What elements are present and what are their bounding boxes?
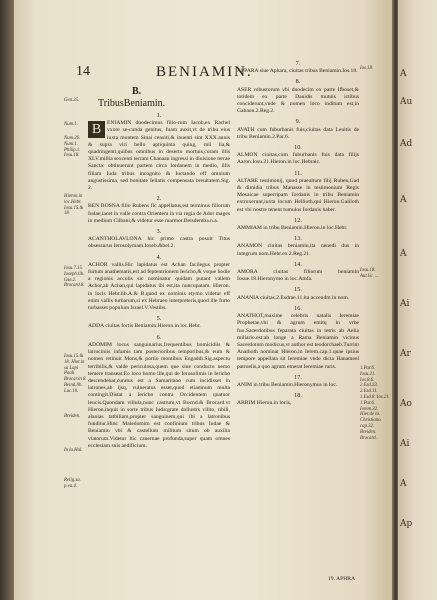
next-page-letter: A	[400, 195, 407, 205]
next-page-letter: Ar	[400, 349, 411, 359]
entry-number: 14.	[294, 260, 302, 268]
catchword: 19. APHRA	[328, 576, 356, 582]
margin-note: Num.1.	[64, 122, 78, 127]
margin-note: 1.Par.6. Iosu.21. Ios.8.6. 2.Esd.33. 2.Esd.11. 1.Esd.8. Ios.21. 1.Par.6. Ierem.32. Hier.de lo. Christiano. cap.32. Breiden. Brocard.	[360, 366, 390, 441]
margin-note: Ios.18.	[360, 66, 374, 71]
entry-number: 16.	[294, 304, 302, 312]
entry-text	[88, 262, 230, 312]
next-page-letter: Ai	[400, 299, 410, 309]
entry-number: 4.	[156, 253, 162, 261]
entry-number: 3.	[156, 228, 162, 236]
entry-text	[237, 382, 359, 389]
entry-text	[237, 313, 359, 371]
entry-body: ANATHOT,maxime celebris natalis Ieremiae Prophetae,vbi & agrum emitq in vrbe fuo.Sacerdotibus feparata ciuitas in tetris ab Aelia miliario.est:ab longe a Rama Beniamin vicinus Sacerdotum modicus,vt author est teodorchaeb.Turrim Anathoth nominat Hieron.in Ierem.cap.1.quae ipsius tempore appellata sit Ieremiae vnde dicta Hanameel patruelis,a quo agrum emerat Ieremiae ruris.	[237, 313, 359, 370]
next-page-edge	[398, 0, 437, 600]
next-page-letter: Ao	[400, 399, 412, 409]
left-page-edge	[0, 0, 14, 600]
entry-text	[237, 87, 359, 116]
entry-body: ADDA ciuitas fortis Beniamin.Hieron.in loc.Hebr.	[88, 323, 201, 330]
left-entries	[88, 112, 230, 450]
right-entries	[237, 60, 359, 408]
entry-text	[237, 178, 359, 214]
entry-text	[88, 323, 230, 330]
drop-cap: B	[88, 121, 105, 138]
entry-body: ALMON ciuitas,cum fuburbanis fuis data filijs Aaron.Iosu.21.Hieron.in loc.Hebraic.	[237, 152, 359, 166]
entry-body: ANANIA ciuitas.2.Esdrae.11.ita accendm in nom.	[237, 294, 350, 301]
margin-note: Num.26. Num.1. Philip.1. Iosu.18.	[64, 136, 81, 159]
entry-text	[237, 295, 359, 302]
entry-number: 13.	[294, 235, 302, 243]
next-page-letter: Ai	[400, 439, 410, 449]
entry-number: 6.	[156, 333, 162, 341]
entry-number: 11.	[294, 169, 302, 177]
entry-number: 1.	[156, 112, 162, 119]
entry-text	[88, 236, 230, 250]
margin-note: Iosu.7.15. Ioseph.lib. Ose.2. Brocard.8.	[64, 266, 85, 289]
entry-text	[88, 203, 230, 225]
page-folio: 14	[76, 64, 90, 79]
margin-note: Gen.35.	[64, 98, 80, 103]
entry-body: ENIAMIN duodecimus filio-rum Iacob,ex Rachel vxore se-cunda genitus, fuam auxit,vt de tribu eius iuxta montem Sinai censiti,& inuenti sint XXX.annis & supra viri bello aptiquinta quing, mil lia,& quadringenti,quibus omnibus in deserto mortuis,coram illis XLV.millia sexcenti terram Chanaan ingressi in diuisione terrae Sancta: obtinuerunt partem circa Iordanem in medio, illis filiam Iuda tribus incognito & Iuctando eff omnium angustissima, sed bonitate Iellatis compensata breuitatem.Sig. 2.	[88, 120, 230, 192]
entry-number: 12.	[294, 216, 302, 224]
entry-body: ADOMIM locus sanguinarius,frequentibus homicidiis & latrociniis infamis tam posterioribus temporibus,& eum & nomen retinuit Mons,& portio montibus Engaddi.Sig.aspectu terribilis,& valde periculosa,quem que sine conductu nemo temere transeat.Eo loco homo ille,qui de Ierosolimis in Iericho descendebat,curatus est a Samaritano cum incidisset in latrones,ab ijsq, vulneratus esset,quod etiamnum multa contingit.Distat a Iericho contra Occidentem quatuor leucis.Quondam villula,nunc castrum,vt Bocnd.& Brocard.vt Hieron.inquit in sorte tribus Iuda:grate dollustrs vilito, tibili, alanias tatbiliam,propter sanguinem,qui ibi a latronibus funditur.Hinc Maledomim est confinium tribus Iudae & Beniamin vbi & castellum militum situm ob auxilia viatorum.Videtur hic cauernae profunda,super quam omnes ecclesiam suis aedificium.	[88, 341, 230, 449]
entry-body: AVATH cum fuburbanis fuis,ciuitas data Leuitis de tribu Beniamin.2.Par.6.	[237, 126, 359, 140]
margin-note: Breiden.	[64, 414, 81, 419]
margin-note: Iosu.15.& 18. Hier.in sa Lapi Pauli. Brocar.in 8. Beind.lib. Luc.10.	[64, 354, 87, 394]
margin-note: Iosu.18. Aut.lic. ...	[360, 268, 379, 279]
entry-body: AMORA ciuitas filiorum beniamin Iosue.18.Hieronymo in loc.Amfa.	[237, 269, 359, 283]
entry-body: ANAMON ciuitas beniamin,ita nenedi dus in integrum nom.Hebr.ex 2.Reg.21.	[237, 243, 359, 257]
entry-number: 2.	[156, 195, 162, 203]
section-title: TribusBeniamin.	[98, 98, 166, 109]
next-page-letter: Ap	[400, 519, 413, 529]
next-page-letter: A	[400, 249, 407, 259]
entry-body: ACANTHOLAVLONA hic primo castra posuit Titus obsessurus Ierosolymam.Ioseb.&bel.2.	[88, 236, 230, 250]
margin-note: In la.Hal.	[64, 448, 83, 453]
entry-body: APPARA siue Aphara, ciuitas tribus Beniamin.Ios.18.	[237, 68, 358, 75]
next-page-letter: Ad	[400, 139, 413, 149]
entry-text	[237, 225, 359, 232]
entry-text	[237, 269, 359, 283]
entry-body: ACHOR vallis.Hic lapidatus est Achan facilegus propter furtum anathematis,est ad feptentrionem Iericho,& vsque hodie a regionis accolis sic nominatur quidam putant vallem Achor,ab Achan,qui lapidatus ibi est,ita nuncupatam. Hieron. in locis Hebr.lib.A.& B.quod ex nominis etymo videtur eff enim vallis turbarum,si ex Hebraeo interpreteris,quod ille furto turbasset populum Israel.V.Vestibs.	[88, 261, 230, 312]
entry-body: ARBIM Hieron.in locis,	[237, 400, 292, 407]
entry-number: 5.	[156, 315, 162, 323]
entry-number: 8.	[295, 78, 301, 86]
entry-number: 9.	[295, 118, 301, 126]
next-page-letter: A	[400, 69, 407, 79]
section-letter: B.	[132, 86, 142, 97]
entry-number: 10.	[294, 144, 302, 152]
entry-text	[237, 152, 359, 166]
next-page-letter: A	[400, 479, 407, 489]
entry-number: 17.	[294, 373, 302, 381]
entry-text	[237, 127, 359, 141]
entry-text	[237, 400, 359, 407]
entry-body: BEN BOSNA filio Rubens fic appellatus,est terminus filiorum Iudae,iacet in valle contra Orientem in via regia de Ador mages in medium Cilbani,& videtur esse marmor.Beisdemba.n.a.	[88, 203, 230, 224]
margin-note: Hieron.in loc.Hebr. Iosu.15.& 18.	[64, 194, 84, 217]
entry-text	[237, 243, 359, 257]
entry-text	[88, 342, 230, 450]
right-text-column	[237, 58, 359, 411]
entry-number: 7.	[295, 60, 301, 67]
entry-body: ASER robustorum vbi duodecim ex parte Ifboset,& totidem ex parte Dauidis mutuis ictibus conciderunt,vnde & nomen loco inditum est,in Gabaon.2.Reg.2.	[237, 86, 359, 115]
entry-number: 15.	[294, 286, 302, 294]
entry-text	[88, 120, 230, 192]
entry-body: ALTARE testimonij, quod praealtum filij Ruben,Gad & dimidia tribus Manasse in testimonium Regis Mosaicae superripam Iordanis in tribu Beniamin extruxerunt,iuxta locum Hellioth,qui Hieron.Galiloth est vbi nostre tenent tumulos Iordanis haber.	[237, 177, 359, 213]
entry-body: ANIM in tribu Beniamin.Hieronymus in loc.	[237, 381, 338, 388]
next-page-letter: Au	[400, 97, 413, 107]
margin-note: Relig.sa. p.ea.4.	[64, 478, 81, 489]
entry-body: AMMIAM in tribu Beniamin.Hieron.in loc.Hebr.	[237, 225, 348, 232]
entry-number: 18.	[294, 392, 302, 400]
entry-text	[237, 68, 359, 75]
running-title: BENIAMIN.	[156, 64, 253, 80]
left-text-column	[88, 98, 230, 453]
